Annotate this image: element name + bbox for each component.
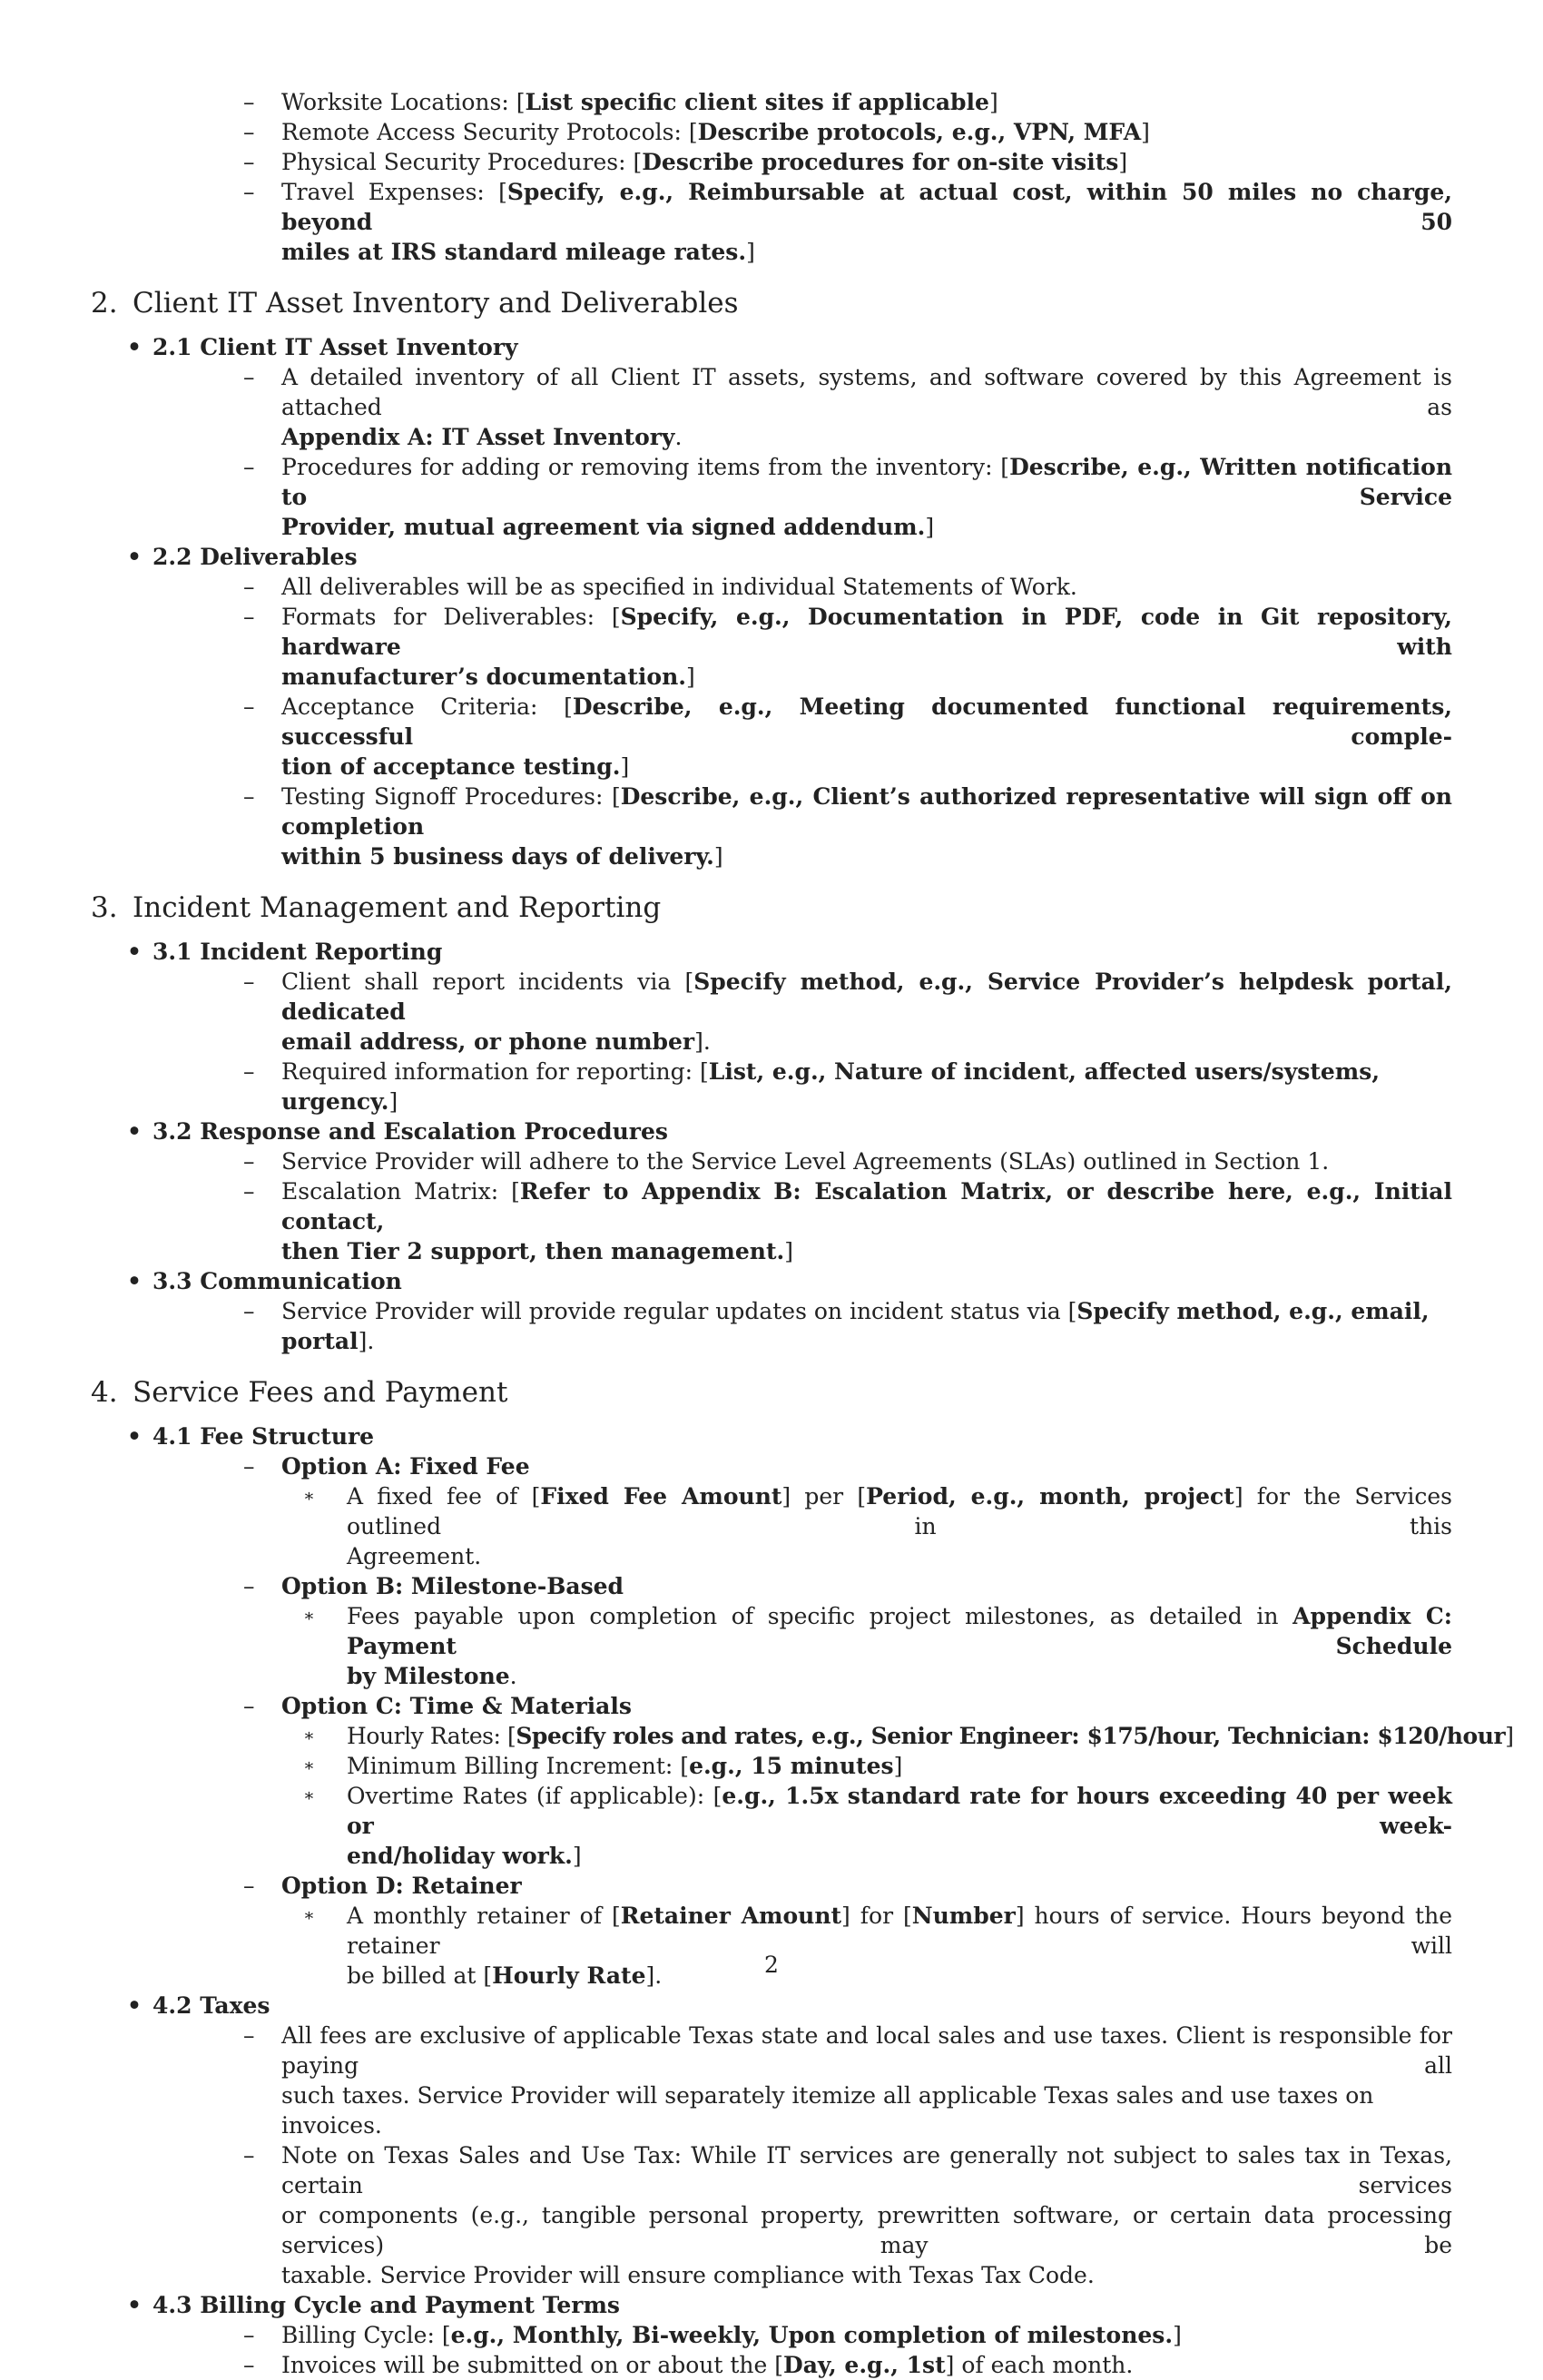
list-item: – Service Provider will adhere to the Service Level Agreements (SLAs) outlined in Section 1. xyxy=(243,1148,1330,1175)
option-a-heading: – Option A: Fixed Fee xyxy=(243,1453,530,1480)
subsection-3-1: • 3.1 Incident Reporting xyxy=(127,939,443,965)
subsection-2-1: • 2.1 Client IT Asset Inventory xyxy=(127,334,518,360)
list-item: ∗ Overtime Rates (if applicable): [e.g., 1.5x standard rate for hours exceeding 40 per week or week- xyxy=(303,1783,1452,1839)
document-page xyxy=(91,87,1514,2380)
list-item-cont: within 5 business days of delivery.] xyxy=(281,843,723,870)
subsection-3-2: • 3.2 Response and Escalation Procedures xyxy=(127,1118,668,1145)
section-heading-4: 4. Service Fees and Payment xyxy=(91,1376,508,1409)
list-item-cont: such taxes. Service Provider will separately itemize all applicable Texas sales and use taxes on invoices. xyxy=(281,2082,1374,2139)
list-item-cont: Appendix A: IT Asset Inventory. xyxy=(281,424,683,450)
list-item: ∗ Hourly Rates: [Specify roles and rates, e.g., Senior Engineer: $175/hour, Technician: $120/hour] xyxy=(303,1723,1514,1749)
list-item-cont: Agreement. xyxy=(347,1543,482,1569)
section-heading-3: 3. Incident Management and Reporting xyxy=(91,891,662,924)
list-item-worksite: – Worksite Locations: [List specific client sites if applicable] xyxy=(243,89,998,115)
section-heading-2: 2. Client IT Asset Inventory and Deliverables xyxy=(91,287,739,320)
list-item: – Procedures for adding or removing items from the inventory: [Describe, e.g., Written notification to Service xyxy=(243,454,1452,510)
list-item: – Client shall report incidents via [Specify method, e.g., Service Provider’s helpdesk portal, dedicated xyxy=(243,969,1452,1025)
list-item-cont: then Tier 2 support, then management.] xyxy=(281,1238,793,1264)
list-item: ∗ Minimum Billing Increment: [e.g., 15 minutes] xyxy=(303,1753,903,1779)
list-item: – A detailed inventory of all Client IT assets, systems, and software covered by this Agreement is attached as xyxy=(243,364,1452,420)
list-item: – Testing Signoff Procedures: [Describe, e.g., Client’s authorized representative will sign off on completion xyxy=(243,783,1452,840)
list-item: – Acceptance Criteria: [Describe, e.g., Meeting documented functional requirements, successful comple- xyxy=(243,693,1452,750)
list-item: – All deliverables will be as specified in individual Statements of Work. xyxy=(243,574,1077,600)
subsection-4-1: • 4.1 Fee Structure xyxy=(127,1423,375,1450)
list-item: ∗ A fixed fee of [Fixed Fee Amount] per [Period, e.g., month, project] for the Services outlined in this xyxy=(303,1483,1452,1539)
list-item-physical-security: – Physical Security Procedures: [Describe procedures for on-site visits] xyxy=(243,149,1128,175)
list-item-cont: by Milestone. xyxy=(347,1663,517,1689)
list-item: ∗ A monthly retainer of [Retainer Amount] for [Number] hours of service. Hours beyond the retainer will xyxy=(303,1903,1452,1959)
option-c-heading: – Option C: Time & Materials xyxy=(243,1693,632,1719)
option-d-heading: – Option D: Retainer xyxy=(243,1873,522,1899)
list-item-cont: manufacturer’s documentation.] xyxy=(281,664,695,690)
list-item: – Note on Texas Sales and Use Tax: While IT services are generally not subject to sales tax in Texas, certain services xyxy=(243,2142,1452,2198)
list-item-travel-expenses-cont: miles at IRS standard mileage rates.] xyxy=(281,239,755,265)
list-item-cont: tion of acceptance testing.] xyxy=(281,753,630,780)
list-item-remote-access: – Remote Access Security Protocols: [Describe protocols, e.g., VPN, MFA] xyxy=(243,119,1150,145)
subsection-2-2: • 2.2 Deliverables xyxy=(127,544,358,570)
list-item: – Billing Cycle: [e.g., Monthly, Bi-weekly, Upon completion of milestones.] xyxy=(243,2322,1182,2348)
list-item-cont: end/holiday work.] xyxy=(347,1843,582,1869)
list-item-cont: be billed at [Hourly Rate]. xyxy=(347,1962,663,1989)
list-item-cont: Provider, mutual agreement via signed addendum.] xyxy=(281,514,935,540)
list-item-cont: or components (e.g., tangible personal property, prewritten software, or certain data processing services) may be xyxy=(281,2202,1452,2258)
list-item: – Service Provider will provide regular updates on incident status via [Specify method, e.g., email, portal]. xyxy=(243,1298,1430,1354)
list-item-travel-expenses: – Travel Expenses: [Specify, e.g., Reimbursable at actual cost, within 50 miles no charge, beyond 50 xyxy=(243,179,1452,235)
list-item-cont: email address, or phone number]. xyxy=(281,1028,711,1055)
list-item-cont: taxable. Service Provider will ensure compliance with Texas Tax Code. xyxy=(281,2262,1095,2288)
list-item: – Formats for Deliverables: [Specify, e.g., Documentation in PDF, code in Git repository, hardware with xyxy=(243,604,1452,660)
list-item: ∗ Fees payable upon completion of specific project milestones, as detailed in Appendix C: Payment Schedule xyxy=(303,1603,1452,1659)
list-item: – Invoices will be submitted on or about the [Day, e.g., 1st] of each month. xyxy=(243,2352,1134,2378)
subsection-4-2: • 4.2 Taxes xyxy=(127,1992,270,2019)
list-item: – Escalation Matrix: [Refer to Appendix B: Escalation Matrix, or describe here, e.g., Initial contact, xyxy=(243,1178,1452,1234)
option-b-heading: – Option B: Milestone-Based xyxy=(243,1573,624,1599)
page-number: 2 xyxy=(764,1952,779,1978)
list-item: – Required information for reporting: [List, e.g., Nature of incident, affected users/systems, urgency.] xyxy=(243,1058,1381,1115)
list-item: – All fees are exclusive of applicable Texas state and local sales and use taxes. Client is responsible for paying all xyxy=(243,2022,1452,2079)
subsection-3-3: • 3.3 Communication xyxy=(127,1268,402,1294)
subsection-4-3: • 4.3 Billing Cycle and Payment Terms xyxy=(127,2292,620,2318)
